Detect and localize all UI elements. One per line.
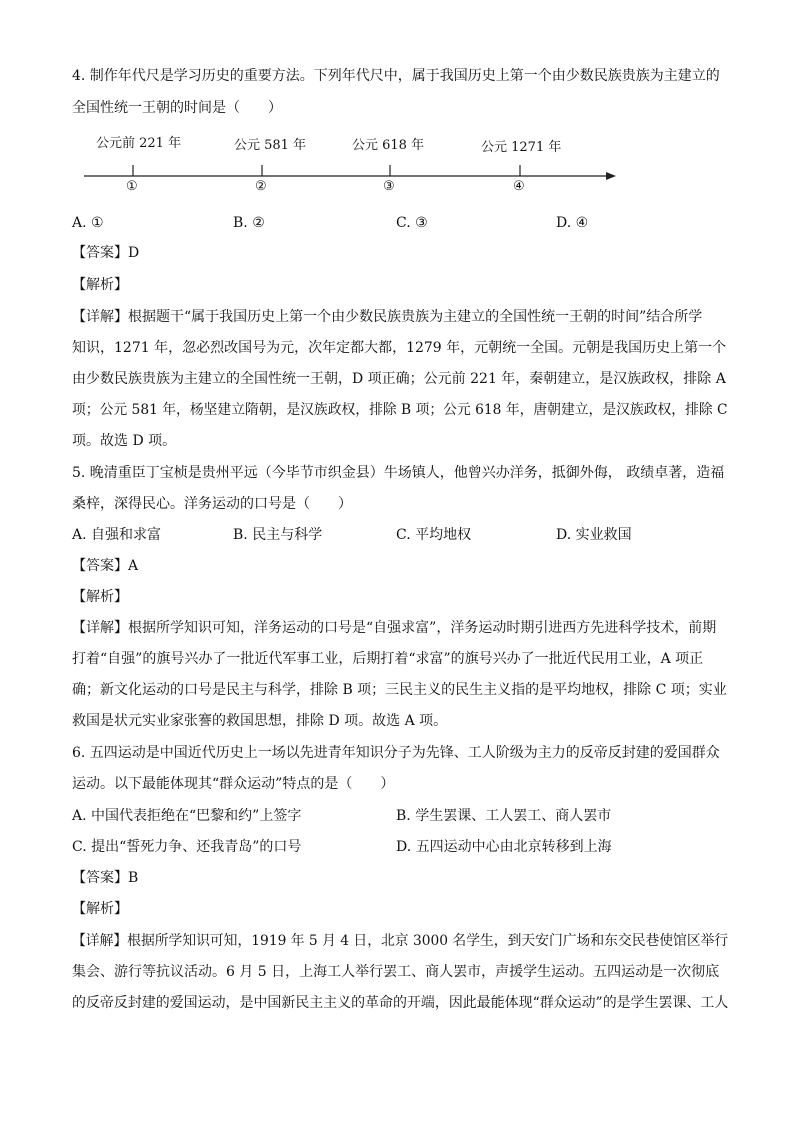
- q4-analysis-heading: 【解析】: [72, 277, 128, 293]
- timeline-mark-2: ②: [255, 179, 267, 194]
- q6-detail-line3: 的反帝反封建的爱国运动，是中国新民主主义的革命的开端，因此最能体现“群众运动”的是学生罢课、工人: [72, 995, 729, 1011]
- q6-answer: 【答案】B: [72, 870, 139, 886]
- q5-detail-line3: 确；新文化运动的口号是民主与科学，排除 B 项；三民主义的民生主义指的是平均地权，排除 C 项；实业: [72, 682, 727, 698]
- q5-stem-line2: 桑梓，深得民心。洋务运动的口号是（ ）: [72, 496, 352, 512]
- q6-analysis-heading: 【解析】: [72, 901, 128, 917]
- timeline-mark-3: ③: [383, 179, 395, 194]
- q5-stem-line1: 5. 晚清重臣丁宝桢是贵州平远（今毕节市织金县）牛场镇人，他曾兴办洋务，抵御外侮， 政绩卓著，造福: [72, 465, 725, 481]
- q5-detail-line2: 打着“自强”的旗号兴办了一批近代军事工业，后期打着“求富”的旗号兴办了一批近代民用工业，A 项正: [72, 651, 704, 667]
- q5-detail-line1: 【详解】根据所学知识可知，洋务运动的口号是“自强求富”，洋务运动时期引进西方先进科学技术，前期: [72, 620, 717, 636]
- q4-option-d: D. ④: [556, 215, 589, 231]
- q4-option-b: B. ②: [233, 215, 265, 231]
- q4-option-a: A. ①: [72, 215, 104, 231]
- q5-detail-line4: 救国是状元实业家张謇的救国思想，排除 D 项。故选 A 项。: [72, 713, 448, 729]
- q4-stem-line1: 4. 制作年代尺是学习历史的重要方法。下列年代尺中，属于我国历史上第一个由少数民族贵族为主建立的: [72, 68, 720, 84]
- q6-stem-line1: 6. 五四运动是中国近代历史上一场以先进青年知识分子为先锋、工人阶级为主力的反帝反封建的爱国群众: [72, 745, 720, 761]
- q4-detail-line1: 【详解】根据题干“属于我国历史上第一个由少数民族贵族为主建立的全国性统一王朝的时间”结合所学: [72, 309, 703, 325]
- q5-answer: 【答案】A: [72, 558, 139, 574]
- q6-option-a: A. 中国代表拒绝在“巴黎和约”上签字: [72, 808, 302, 824]
- timeline-label-3: 公元 618 年: [352, 138, 425, 153]
- q4-detail-line5: 项。故选 D 项。: [72, 433, 177, 449]
- q5-option-b: B. 民主与科学: [233, 527, 323, 543]
- q4-detail-line2: 知识，1271 年，忽必烈改国号为元，次年定都大都，1279 年，元朝统一全国。元朝是我国历史上第一个: [72, 340, 727, 356]
- q4-detail-line3: 由少数民族贵族为主建立的全国性统一王朝，D 项正确；公元前 221 年，秦朝建立，是汉族政权，排除 A: [72, 371, 726, 387]
- q5-analysis-heading: 【解析】: [72, 589, 128, 605]
- q4-detail-line4: 项；公元 581 年，杨坚建立隋朝，是汉族政权，排除 B 项；公元 618 年，唐朝建立，是汉族政权，排除 C: [72, 402, 728, 418]
- q5-option-c: C. 平均地权: [396, 527, 472, 543]
- timeline-mark-1: ①: [126, 179, 138, 194]
- timeline-label-1: 公元前 221 年: [96, 136, 182, 151]
- q4-option-c: C. ③: [396, 215, 428, 231]
- q6-option-d: D. 五四运动中心由北京转移到上海: [396, 839, 612, 855]
- q4-stem-line2: 全国性统一王朝的时间是（ ）: [72, 100, 282, 116]
- q6-option-c: C. 提出“誓死力争、还我青岛”的口号: [72, 839, 302, 855]
- q4-answer: 【答案】D: [72, 245, 140, 261]
- timeline-mark-4: ④: [513, 179, 525, 194]
- timeline-label-2: 公元 581 年: [234, 138, 307, 153]
- timeline-label-4: 公元 1271 年: [481, 140, 562, 155]
- q6-option-b: B. 学生罢课、工人罢工、商人罢市: [396, 808, 612, 824]
- q6-stem-line2: 运动。以下最能体现其“群众运动”特点的是（ ）: [72, 776, 395, 792]
- q6-detail-line1: 【详解】根据所学知识可知，1919 年 5 月 4 日，北京 3000 名学生，到天安门广场和东交民巷使馆区举行: [72, 933, 729, 949]
- q6-detail-line2: 集会、游行等抗议活动。6 月 5 日，上海工人举行罢工、商人罢市，声援学生运动。五四运动是一次彻底: [72, 964, 720, 980]
- q5-option-d: D. 实业救国: [556, 527, 632, 543]
- timeline-axis: [0, 0, 794, 220]
- q5-option-a: A. 自强和求富: [72, 527, 162, 543]
